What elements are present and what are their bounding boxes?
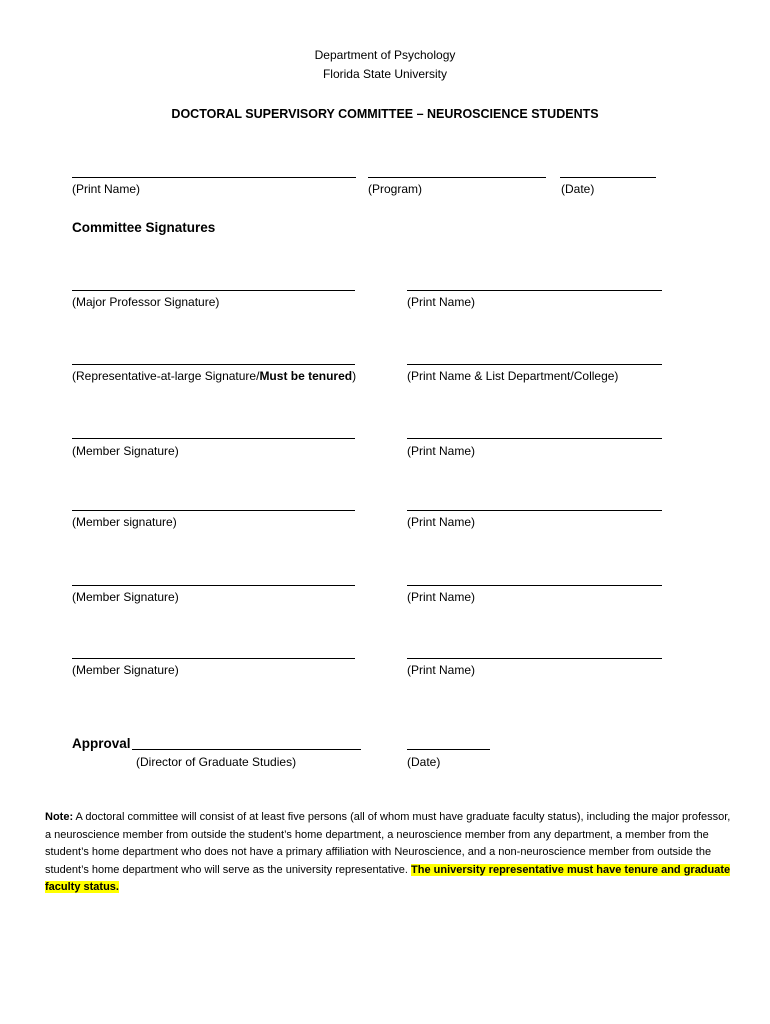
signature-line[interactable] — [72, 585, 355, 586]
department-name: Department of Psychology — [314, 48, 456, 62]
approval-label: Approval — [72, 736, 131, 751]
director-signature-line[interactable] — [132, 749, 361, 750]
print-name-label: (Print Name) — [407, 663, 476, 677]
note-paragraph — [45, 809, 735, 897]
student-name-line[interactable] — [72, 177, 356, 178]
print-name-line[interactable] — [407, 438, 662, 439]
approval-date-label: (Date) — [407, 755, 441, 769]
print-name-department-label: (Print Name & List Department/College) — [407, 369, 619, 383]
signature-line[interactable] — [72, 438, 355, 439]
print-name-line[interactable] — [407, 585, 662, 586]
director-label: (Director of Graduate Studies) — [136, 755, 297, 769]
representative-label-suffix: ) — [352, 369, 357, 383]
note-text: A doctoral committee will consist of at least five persons (all of whom must have graduate faculty status), including the major professor, a neuroscience member from outside the student’s home department, a neuroscience member from any department, a member from the student’s home department who does not have a primary affiliation with Neuroscience, and a non-neuroscience member from outside the student’s home department who will serve as the university representative. — [45, 811, 731, 876]
major-professor-signature-label: (Major Professor Signature) — [72, 295, 220, 309]
date-label: (Date) — [561, 182, 595, 196]
member-signature-label: (Member Signature) — [72, 444, 179, 458]
print-name-label: (Print Name) — [72, 182, 141, 196]
print-name-label: (Print Name) — [407, 444, 476, 458]
print-name-label: (Print Name) — [407, 515, 476, 529]
print-name-line[interactable] — [407, 364, 662, 365]
note-label: Note: — [45, 811, 74, 823]
print-name-label: (Print Name) — [407, 295, 476, 309]
program-line[interactable] — [368, 177, 546, 178]
representative-label-prefix: (Representative-at-large Signature/ — [72, 369, 260, 383]
signature-line[interactable] — [72, 658, 355, 659]
signature-line[interactable] — [72, 364, 355, 365]
member-signature-label: (Member Signature) — [72, 663, 179, 677]
print-name-line[interactable] — [407, 510, 662, 511]
date-line[interactable] — [560, 177, 656, 178]
print-name-label: (Print Name) — [407, 590, 476, 604]
print-name-line[interactable] — [407, 658, 662, 659]
signature-line[interactable] — [72, 510, 355, 511]
form-title: DOCTORAL SUPERVISORY COMMITTEE – NEUROSCIENCE STUDENTS — [171, 107, 599, 121]
member-signature-label: (Member signature) — [72, 515, 177, 529]
print-name-line[interactable] — [407, 290, 662, 291]
signature-line[interactable] — [72, 290, 355, 291]
university-name: Florida State University — [322, 67, 448, 81]
program-label: (Program) — [368, 182, 423, 196]
member-signature-label: (Member Signature) — [72, 590, 179, 604]
representative-signature-label — [72, 369, 356, 383]
tenure-requirement: Must be tenured — [259, 369, 353, 383]
committee-heading: Committee Signatures — [72, 220, 216, 235]
note-highlight: The university representative must have tenure and graduate faculty status. — [45, 863, 731, 893]
approval-date-line[interactable] — [407, 749, 490, 750]
